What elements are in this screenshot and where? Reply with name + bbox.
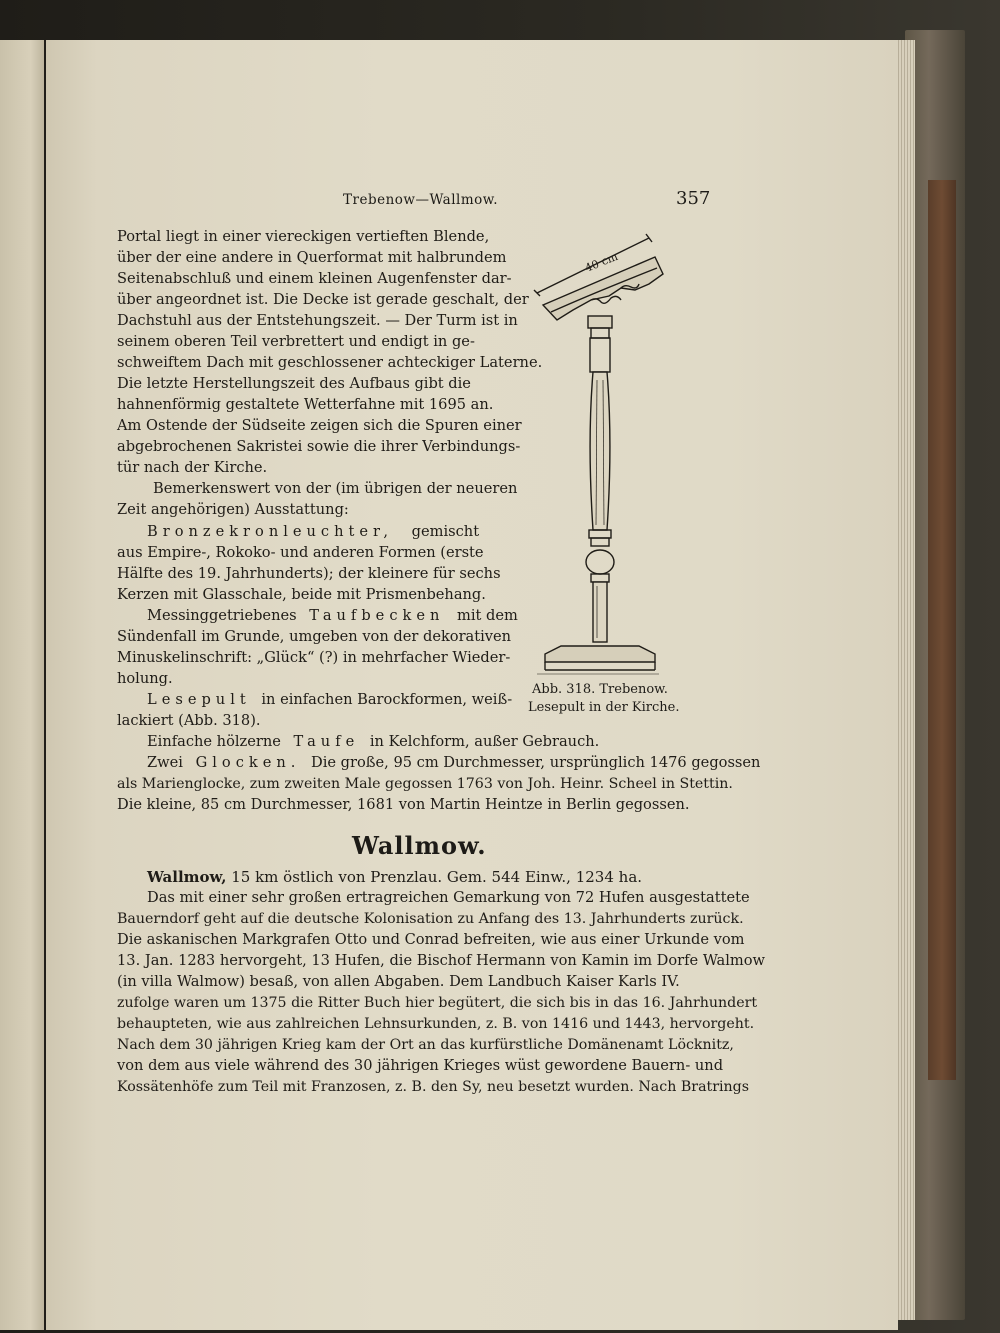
text-line: tür nach der Kirche. xyxy=(117,459,268,476)
figure-lectern-drawing xyxy=(531,230,691,690)
text-line: über angeordnet ist. Die Decke ist gerade geschalt, der xyxy=(117,291,529,308)
text-line: schweiftem Dach mit geschlossener achteckiger Laterne. xyxy=(117,354,543,371)
text-line: über der eine andere in Querformat mit halbrundem xyxy=(117,249,507,266)
text-fragment: Zwei xyxy=(147,754,183,771)
item-taufe xyxy=(147,732,599,752)
item-lesepult xyxy=(147,690,512,710)
section-lead-line xyxy=(147,867,642,887)
spaced-term: Lesepult xyxy=(147,691,251,708)
book-spine-leather xyxy=(928,180,956,1080)
text-line: Das mit einer sehr großen ertragreichen Gemarkung von 72 Hufen ausgestattete xyxy=(147,889,750,906)
text-line: Kerzen mit Glasschale, beide mit Prismenbehang. xyxy=(117,586,486,603)
page-number: 357 xyxy=(676,188,711,209)
text-line: seinem oberen Teil verbrettert und endigt in ge- xyxy=(117,333,475,350)
item-taufbecken xyxy=(147,606,518,626)
text-line: lackiert (Abb. 318). xyxy=(117,712,261,729)
text-line: Die letzte Herstellungszeit des Aufbaus gibt die xyxy=(117,375,471,392)
text-line: Die askanischen Markgrafen Otto und Conrad befreiten, wie aus einer Urkunde vom xyxy=(117,931,745,948)
text-line: Seitenabschluß und einem kleinen Augenfenster dar- xyxy=(117,270,512,287)
text-fragment: Die große, 95 cm Durchmesser, ursprünglich 1476 gegossen xyxy=(311,754,761,771)
lectern-illustration xyxy=(531,230,691,690)
figure-caption-line2: Lesepult in der Kirche. xyxy=(528,700,680,715)
running-title: Trebenow—Wallmow. xyxy=(343,192,499,208)
text-line: Zeit angehörigen) Ausstattung: xyxy=(117,501,349,518)
text-fragment: Messinggetriebenes xyxy=(147,607,297,624)
section-heading: Wallmow. xyxy=(352,831,487,860)
text-line: holung. xyxy=(117,670,173,687)
text-fragment: mit dem xyxy=(457,607,518,624)
spaced-term: Glocken. xyxy=(195,754,301,771)
text-line: (in villa Walmow) besaß, von allen Abgaben. Dem Landbuch Kaiser Karls IV. xyxy=(117,973,680,990)
text-line: Kossätenhöfe zum Teil mit Franzosen, z. B. den Sy, neu besetzt wurden. Nach Bratrings xyxy=(117,1079,750,1095)
text-line: Bauerndorf geht auf die deutsche Kolonisation zu Anfang des 13. Jahrhunderts zurück. xyxy=(117,911,744,927)
text-line: Am Ostende der Südseite zeigen sich die Spuren einer xyxy=(117,417,522,434)
lead-term: Wallmow, xyxy=(147,868,227,886)
spaced-term: Taufe xyxy=(293,733,360,750)
text-line: Bemerkenswert von der (im übrigen der neueren xyxy=(153,480,518,497)
text-line: Dachstuhl aus der Entstehungszeit. — Der Turm ist in xyxy=(117,312,518,329)
text-line: Portal liegt in einer viereckigen vertieften Blende, xyxy=(117,228,490,245)
text-line: zufolge waren um 1375 die Ritter Buch hier begütert, die sich bis in das 16. Jahrhundert xyxy=(117,995,758,1011)
text-line: Nach dem 30 jährigen Krieg kam der Ort an das kurfürstliche Domänenamt Löcknitz, xyxy=(117,1037,734,1053)
text-line: Minuskelinschrift: „Glück“ (?) in mehrfacher Wieder- xyxy=(117,649,511,666)
text-line: aus Empire-, Rokoko- und anderen Formen (erste xyxy=(117,544,484,561)
item-glocken xyxy=(147,753,760,773)
text-line: Sündenfall im Grunde, umgeben von der dekorativen xyxy=(117,628,512,645)
figure-caption-line1: Abb. 318. Trebenow. xyxy=(532,682,668,697)
text-line: 13. Jan. 1283 hervorgeht, 13 Hufen, die Bischof Hermann von Kamin im Dorfe Walmow xyxy=(117,952,766,969)
text-fragment: in einfachen Barockformen, weiß- xyxy=(261,691,513,708)
text-line: von dem aus viele während des 30 jährigen Krieges wüst gewordene Bauern- und xyxy=(117,1057,724,1074)
item-bronzekronleuchter xyxy=(147,522,479,542)
text-fragment: Einfache hölzerne xyxy=(147,733,281,750)
text-line: Die kleine, 85 cm Durchmesser, 1681 von Martin Heintze in Berlin gegossen. xyxy=(117,796,690,813)
text-fragment: in Kelchform, außer Gebrauch. xyxy=(369,733,600,750)
text-fragment: 15 km östlich von Prenzlau. Gem. 544 Einw., 1234 ha. xyxy=(231,868,643,886)
text-line: abgebrochenen Sakristei sowie die ihrer Verbindungs- xyxy=(117,438,521,455)
text-fragment: gemischt xyxy=(411,523,480,540)
left-page-edge xyxy=(0,40,44,1330)
text-line: hahnenförmig gestaltete Wetterfahne mit 1695 an. xyxy=(117,396,494,413)
measure-label: 40 cm xyxy=(583,249,620,275)
spaced-term: Bronzekronleuchter, xyxy=(147,523,394,540)
text-line: als Marienglocke, zum zweiten Male gegossen 1763 von Joh. Heinr. Scheel in Stettin. xyxy=(117,776,733,792)
text-line: behaupteten, wie aus zahlreichen Lehnsurkunden, z. B. von 1416 und 1443, hervorgeht. xyxy=(117,1016,755,1032)
text-line: Hälfte des 19. Jahrhunderts); der kleinere für sechs xyxy=(117,565,501,582)
spaced-term: Taufbecken xyxy=(309,607,445,624)
book-page xyxy=(46,40,898,1330)
